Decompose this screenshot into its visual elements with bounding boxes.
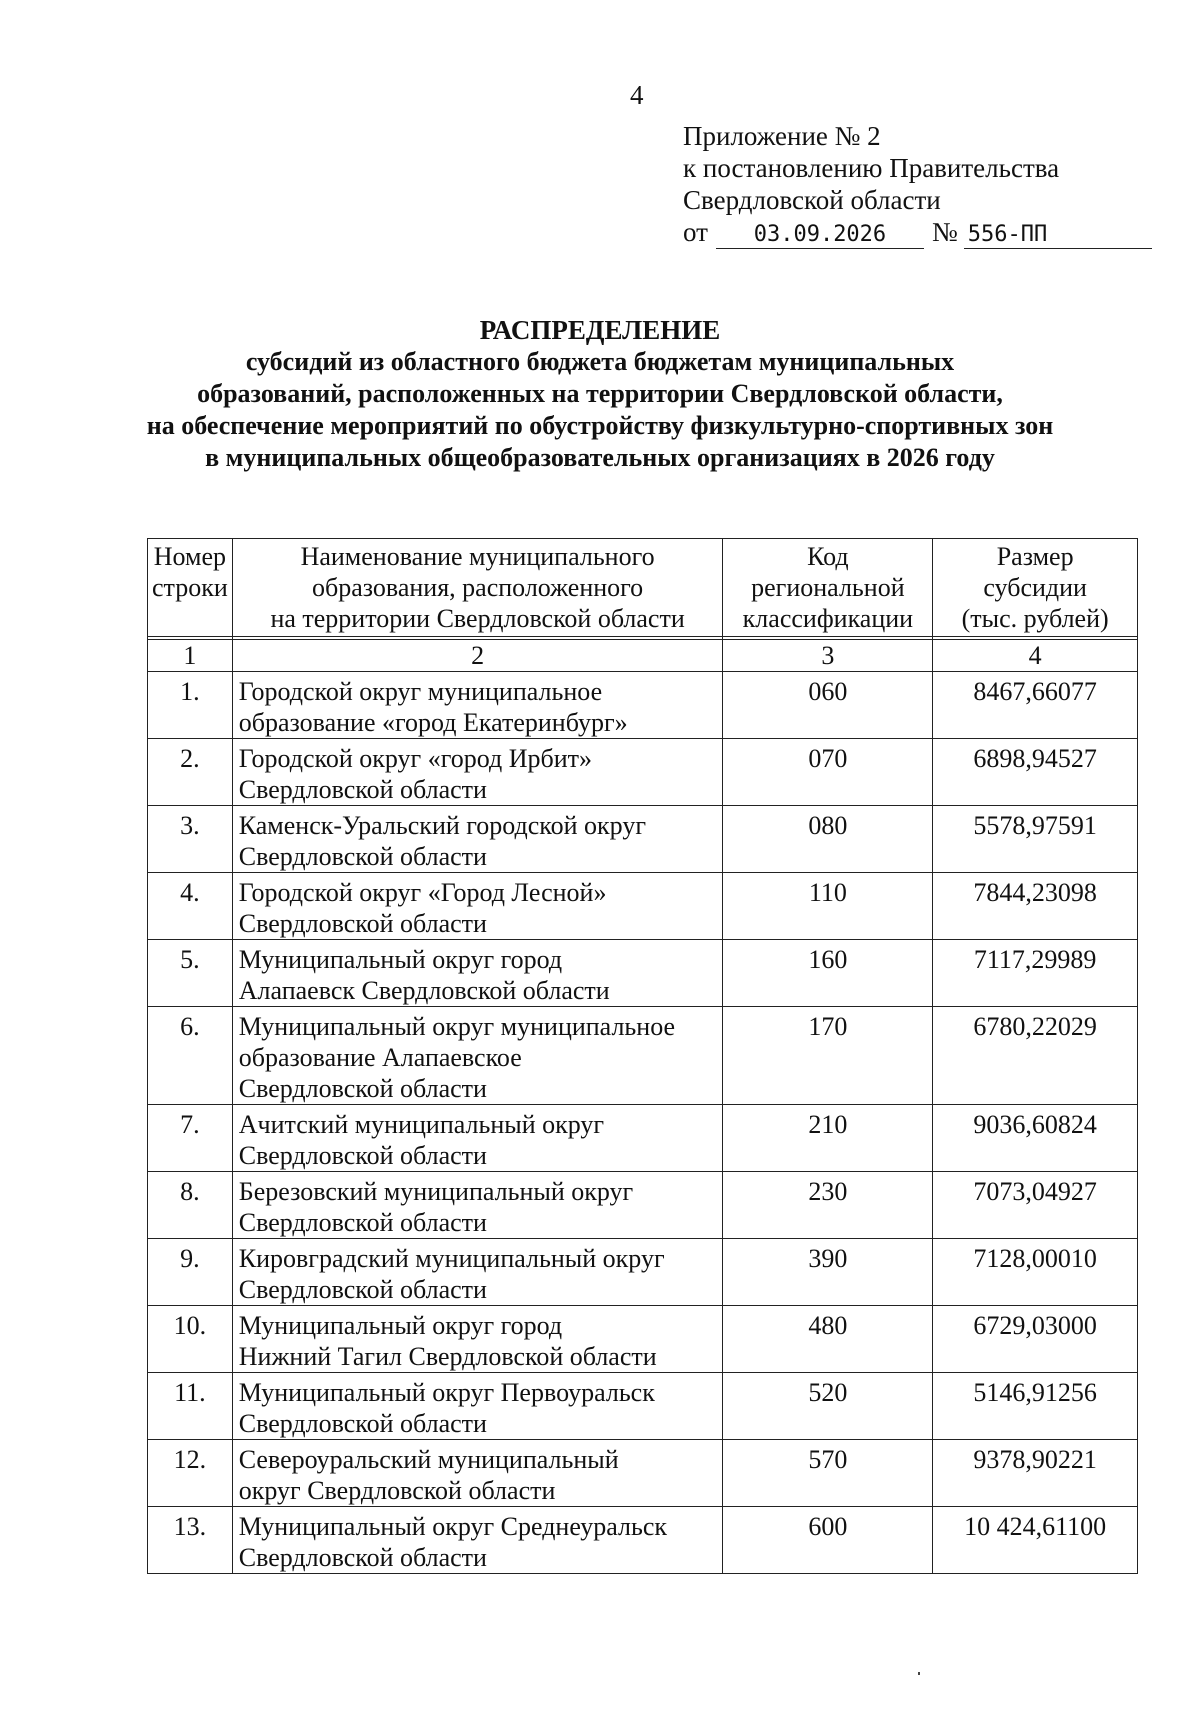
municipality-name-line: Муниципальный округ город	[238, 945, 563, 974]
region-code: 160	[723, 940, 933, 1007]
municipality-name-line: Нижний Тагил Свердловской области	[238, 1342, 657, 1371]
region-code: 390	[723, 1239, 933, 1306]
header-text: Номер	[153, 542, 227, 571]
region-code: 070	[723, 739, 933, 806]
header-row-number	[148, 539, 233, 637]
subsidy-amount: 6898,94527	[933, 739, 1138, 806]
subsidy-amount: 6729,03000	[933, 1306, 1138, 1373]
document-title	[0, 314, 1200, 474]
appendix-decree-ref: к постановлению Правительства	[683, 153, 1060, 183]
scan-speck	[918, 1672, 920, 1675]
table-row	[148, 1239, 1138, 1306]
municipality-name-line: образование Алапаевское	[238, 1043, 522, 1072]
region-code: 060	[723, 672, 933, 739]
municipality-name-line: Муниципальный округ город	[238, 1311, 563, 1340]
municipality-name	[232, 1507, 723, 1574]
table-row	[148, 1373, 1138, 1440]
table-row	[148, 873, 1138, 940]
column-number: 1	[148, 640, 233, 672]
header-text: субсидии	[983, 573, 1087, 602]
municipality-name-line: Городской округ муниципальное	[238, 677, 603, 706]
column-number: 3	[723, 640, 933, 672]
row-number: 3.	[148, 806, 233, 873]
municipality-name	[232, 739, 723, 806]
region-code: 570	[723, 1440, 933, 1507]
municipality-name-line: образование «город Екатеринбург»	[238, 708, 628, 737]
title-line-2: образований, расположенных на территории Свердловской области,	[197, 379, 1003, 408]
table-row	[148, 940, 1138, 1007]
table-row	[148, 1507, 1138, 1574]
row-number: 10.	[148, 1306, 233, 1373]
subsidy-amount: 7844,23098	[933, 873, 1138, 940]
municipality-name-line: Свердловской области	[238, 1275, 487, 1304]
municipality-name-line: Североуральский муниципальный	[238, 1445, 619, 1474]
municipality-name-line: Свердловской области	[238, 842, 487, 871]
row-number: 13.	[148, 1507, 233, 1574]
row-number: 2.	[148, 739, 233, 806]
region-code: 110	[723, 873, 933, 940]
municipality-name	[232, 1306, 723, 1373]
subsidy-amount: 5146,91256	[933, 1373, 1138, 1440]
subsidy-distribution-table	[147, 538, 1138, 1574]
table-header-row	[148, 539, 1138, 637]
subsidy-amount: 9378,90221	[933, 1440, 1138, 1507]
decree-date: 03.09.2026	[716, 222, 924, 249]
header-text: на территории Свердловской области	[270, 604, 685, 633]
municipality-name	[232, 1105, 723, 1172]
header-municipality-name	[232, 539, 723, 637]
header-text: Размер	[996, 542, 1074, 571]
municipality-name-line: Свердловской области	[238, 1409, 487, 1438]
table-row	[148, 1172, 1138, 1239]
subsidy-amount: 6780,22029	[933, 1007, 1138, 1105]
from-label: от	[683, 217, 708, 247]
header-text: классификации	[742, 604, 914, 633]
subsidy-amount: 8467,66077	[933, 672, 1138, 739]
table-row	[148, 806, 1138, 873]
municipality-name-line: Свердловской области	[238, 775, 487, 804]
region-code: 170	[723, 1007, 933, 1105]
municipality-name	[232, 873, 723, 940]
row-number: 12.	[148, 1440, 233, 1507]
header-text: региональной	[751, 573, 905, 602]
municipality-name	[232, 1239, 723, 1306]
column-number-row	[148, 640, 1138, 672]
municipality-name-line: Городской округ «город Ирбит»	[238, 744, 592, 773]
municipality-name-line: Березовский муниципальный округ	[238, 1177, 634, 1206]
municipality-name-line: Свердловской области	[238, 1141, 487, 1170]
title-line-1: субсидий из областного бюджета бюджетам муниципальных	[245, 347, 955, 376]
table-row	[148, 739, 1138, 806]
municipality-name-line: Муниципальный округ Среднеуральск	[238, 1512, 668, 1541]
decree-number: 556-ПП	[964, 222, 1152, 249]
subsidy-amount: 5578,97591	[933, 806, 1138, 873]
subsidy-amount: 7073,04927	[933, 1172, 1138, 1239]
appendix-date-number-line	[683, 216, 1152, 249]
municipality-name-line: Городской округ «Город Лесной»	[238, 878, 607, 907]
column-number: 2	[232, 640, 723, 672]
header-text: строки	[152, 573, 228, 602]
table-row	[148, 1440, 1138, 1507]
region-code: 480	[723, 1306, 933, 1373]
row-number: 4.	[148, 873, 233, 940]
municipality-name	[232, 672, 723, 739]
number-label: №	[931, 217, 958, 247]
municipality-name-line: Муниципальный округ Первоуральск	[238, 1378, 655, 1407]
row-number: 6.	[148, 1007, 233, 1105]
page-number: 4	[630, 80, 644, 110]
region-code: 210	[723, 1105, 933, 1172]
title-heading: РАСПРЕДЕЛЕНИЕ	[479, 315, 721, 345]
municipality-name-line: Каменск-Уральский городской округ	[238, 811, 646, 840]
municipality-name-line: Муниципальный округ муниципальное	[238, 1012, 676, 1041]
table-row	[148, 1105, 1138, 1172]
municipality-name	[232, 806, 723, 873]
table-body	[148, 672, 1138, 1574]
subsidy-amount: 7117,29989	[933, 940, 1138, 1007]
table-row	[148, 1007, 1138, 1105]
appendix-title: Приложение № 2	[683, 121, 881, 151]
municipality-name	[232, 1373, 723, 1440]
subsidy-amount: 10 424,61100	[933, 1507, 1138, 1574]
appendix-region: Свердловской области	[683, 185, 941, 215]
municipality-name-line: Кировградский муниципальный округ	[238, 1244, 665, 1273]
column-number: 4	[933, 640, 1138, 672]
row-number: 5.	[148, 940, 233, 1007]
header-text: Наименование муниципального	[300, 542, 655, 571]
region-code: 600	[723, 1507, 933, 1574]
municipality-name-line: Свердловской области	[238, 1543, 487, 1572]
municipality-name-line: округ Свердловской области	[238, 1476, 556, 1505]
row-number: 1.	[148, 672, 233, 739]
header-text: (тыс. рублей)	[961, 604, 1109, 633]
row-number: 11.	[148, 1373, 233, 1440]
municipality-name-line: Алапаевск Свердловской области	[238, 976, 610, 1005]
table-row	[148, 1306, 1138, 1373]
table-row	[148, 672, 1138, 739]
municipality-name-line: Ачитский муниципальный округ	[238, 1110, 605, 1139]
subsidy-amount: 9036,60824	[933, 1105, 1138, 1172]
municipality-name-line: Свердловской области	[238, 1208, 487, 1237]
region-code: 520	[723, 1373, 933, 1440]
title-line-3: на обеспечение мероприятий по обустройству физкультурно-спортивных зон	[146, 411, 1054, 440]
title-line-4: в муниципальных общеобразовательных организациях в 2026 году	[205, 443, 995, 472]
row-number: 7.	[148, 1105, 233, 1172]
header-region-code	[723, 539, 933, 637]
header-text: образования, расположенного	[312, 573, 644, 602]
municipality-name	[232, 1007, 723, 1105]
appendix-reference	[683, 120, 1152, 249]
municipality-name	[232, 1440, 723, 1507]
municipality-name-line: Свердловской области	[238, 909, 487, 938]
subsidy-amount: 7128,00010	[933, 1239, 1138, 1306]
region-code: 230	[723, 1172, 933, 1239]
municipality-name	[232, 940, 723, 1007]
header-text: Код	[807, 542, 849, 571]
row-number: 9.	[148, 1239, 233, 1306]
region-code: 080	[723, 806, 933, 873]
municipality-name	[232, 1172, 723, 1239]
row-number: 8.	[148, 1172, 233, 1239]
municipality-name-line: Свердловской области	[238, 1074, 487, 1103]
header-subsidy-amount	[933, 539, 1138, 637]
